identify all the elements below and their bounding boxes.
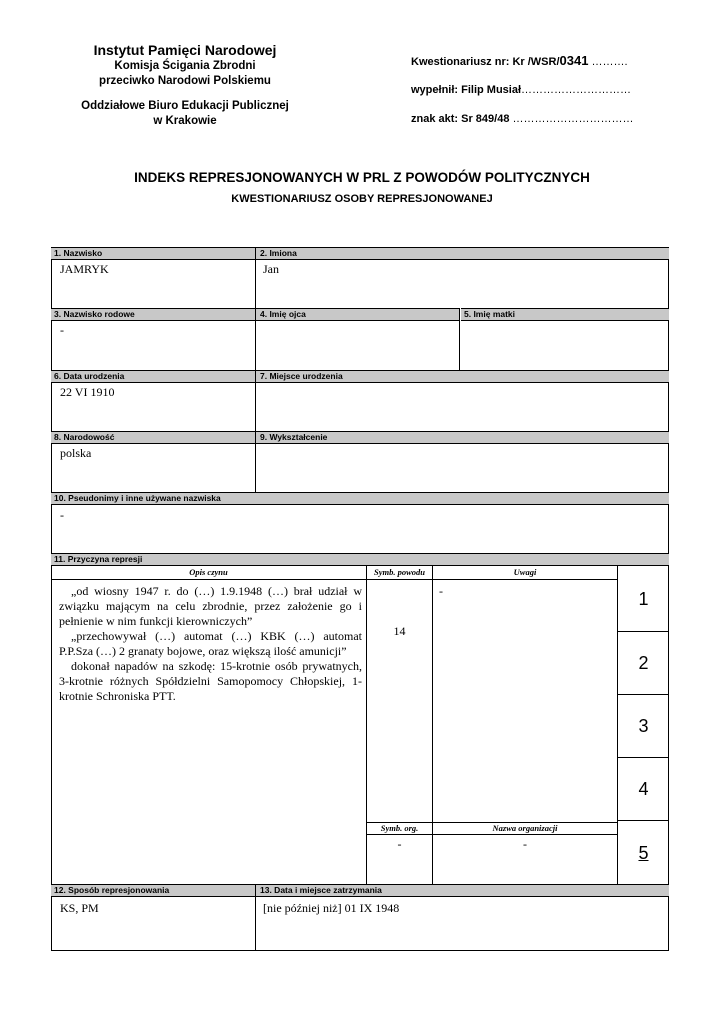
commission-line-1: Komisja Ścigania Zbrodni <box>114 60 256 72</box>
value-symbol-org: - <box>397 837 402 851</box>
col-header-org-name: Nazwa organizacji <box>492 823 558 833</box>
file-reference: znak akt: Sr 849/48 …………………………… <box>411 113 634 125</box>
col-header-uwagi: Uwagi <box>513 567 537 577</box>
act-description-p3: dokonał napadów na szkodę: 15-krotnie osób prywatnych, 3-krotnie różnych Spółdzielni Samopomocy Chłopskiej, 1-krotnie Schroniska PTT. <box>59 659 362 703</box>
office-line-2: w Krakowie <box>153 115 217 127</box>
row-number-3: 3 <box>638 716 649 736</box>
institute-name: Instytut Pamięci Narodowej <box>93 42 277 58</box>
label-maiden-name: 3. Nazwisko rodowe <box>51 308 257 321</box>
row-number-5: 5 <box>638 843 649 863</box>
row-number-4: 4 <box>638 779 649 799</box>
label-repression-method: 12. Sposób represjonowania <box>51 884 257 897</box>
act-description-p2: „przechowywał (…) automat (…) KBK (…) automat P.P.Sza (…) 2 granaty bojowe, oraz większą ilość amunicji” <box>59 629 362 658</box>
act-description <box>59 584 362 704</box>
questionnaire-number-value: 0341 <box>559 53 589 68</box>
institution-block <box>40 42 330 129</box>
value-symbol-reason: 14 <box>393 624 406 638</box>
row-number-1: 1 <box>638 589 649 609</box>
value-surname: JAMRYK <box>60 262 109 276</box>
label-first-names: 2. Imiona <box>257 247 669 260</box>
label-repression-reason: 11. Przyczyna represji <box>51 553 669 566</box>
label-birth-date: 6. Data urodzenia <box>51 370 257 383</box>
filled-by: wypełnił: Filip Musiał………………………… <box>411 84 632 96</box>
label-birth-place: 7. Miejsce urodzenia <box>257 370 669 383</box>
label-pseudonyms: 10. Pseudonimy i inne używane nazwiska <box>51 492 669 505</box>
document-title: INDEKS REPRESJONOWANYCH W PRL Z POWODÓW POLITYCZNYCH <box>134 170 590 185</box>
questionnaire-label: Kwestionariusz nr: Kr /WSR/ <box>411 56 560 68</box>
col-header-symb: Symb. powodu <box>373 567 425 577</box>
document-subtitle: KWESTIONARIUSZ OSOBY REPRESJONOWANEJ <box>231 193 493 205</box>
value-first-names: Jan <box>263 262 279 276</box>
value-org-name: - <box>523 837 527 851</box>
col-header-opis: Opis czynu <box>189 567 228 577</box>
label-father-name: 4. Imię ojca <box>257 308 460 321</box>
value-arrest-date-place: [nie później niż] 01 IX 1948 <box>263 901 400 915</box>
questionnaire-number: Kwestionariusz nr: Kr /WSR/0341 ………. <box>411 53 628 68</box>
value-repression-method: KS, PM <box>60 901 99 915</box>
label-nationality: 8. Narodowość <box>51 431 257 444</box>
col-header-symb-org: Symb. org. <box>380 823 419 833</box>
label-arrest-date-place: 13. Data i miejsce zatrzymania <box>257 884 669 897</box>
commission-line-2: przeciwko Narodowi Polskiemu <box>99 75 271 87</box>
value-maiden-name: - <box>60 323 64 337</box>
label-education: 9. Wykształcenie <box>257 431 669 444</box>
value-birth-date: 22 VI 1910 <box>60 385 115 399</box>
label-mother-name: 5. Imię matki <box>461 308 669 321</box>
office-line-1: Oddziałowe Biuro Edukacji Publicznej <box>81 100 289 112</box>
value-nationality: polska <box>60 446 92 460</box>
value-pseudonyms: - <box>60 508 64 522</box>
label-surname: 1. Nazwisko <box>51 247 257 260</box>
value-remarks: - <box>439 584 443 598</box>
act-description-p1: „od wiosny 1947 r. do (…) 1.9.1948 (…) brał udział w związku mającym na celu zbrodnie, przez założenie go i pełnienie w nim funkcji kierowniczych” <box>59 584 362 628</box>
row-number-2: 2 <box>638 653 649 673</box>
